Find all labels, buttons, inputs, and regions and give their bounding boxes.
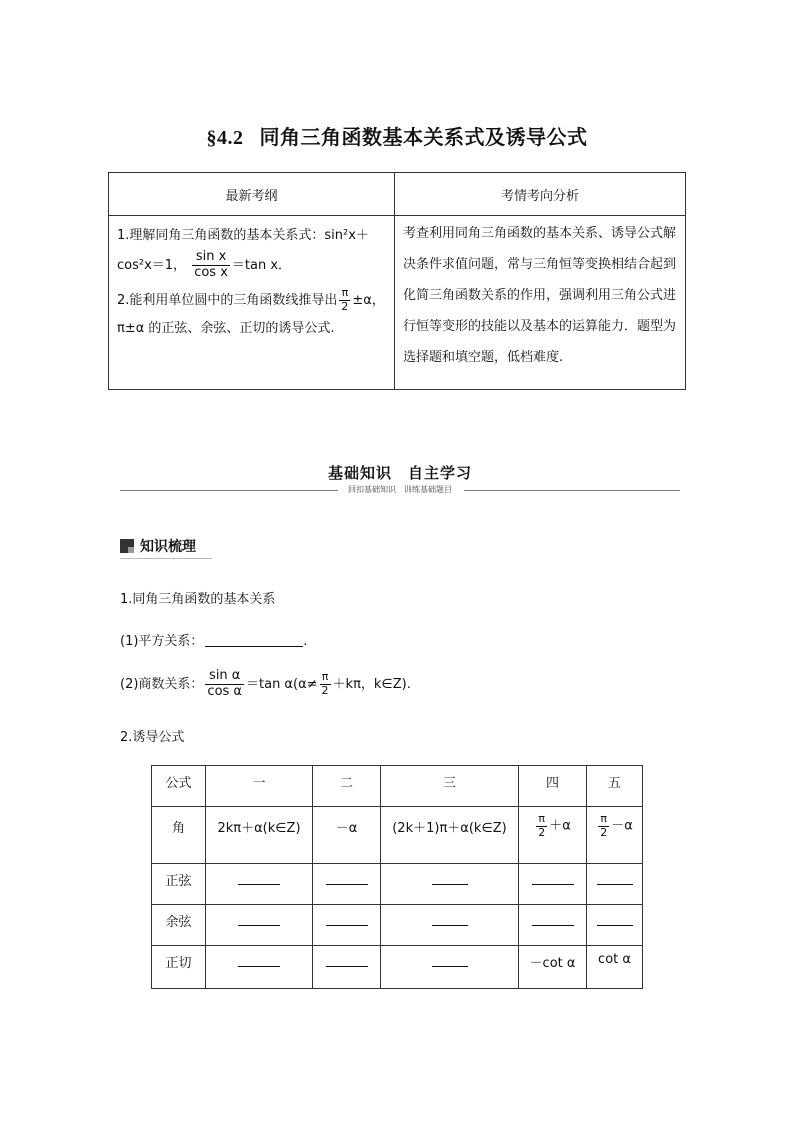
row-label: 角	[152, 807, 206, 864]
blank-cell[interactable]	[381, 864, 519, 905]
req-item-2-line2: π±α 的正弦、余弦、正切的诱导公式.	[117, 320, 335, 336]
header-cell: 一	[206, 766, 313, 807]
tan-cell-5: cot α	[587, 946, 643, 989]
angle-cell	[519, 807, 587, 864]
syllabus-analysis	[395, 216, 686, 390]
frac-num: π	[536, 813, 547, 827]
blank-cell[interactable]	[206, 864, 313, 905]
period: .	[303, 634, 308, 649]
blank-cell[interactable]	[587, 864, 643, 905]
sin-over-cos-fraction	[192, 250, 230, 281]
blank-cell[interactable]	[313, 864, 381, 905]
header-cell: 三	[381, 766, 519, 807]
pi-over-2-fraction	[339, 287, 350, 313]
blank-cell[interactable]	[206, 905, 313, 946]
blank-cell[interactable]	[519, 905, 587, 946]
frac-den: cos α	[207, 684, 242, 699]
syllabus-requirements	[109, 216, 395, 390]
banner-title: 基础知识 自主学习	[327, 464, 472, 482]
req-item-1-tail: ＝tan x．	[231, 257, 292, 273]
section-banner	[120, 462, 680, 494]
blank-cell[interactable]	[206, 946, 313, 989]
row-label: 正切	[152, 946, 206, 989]
sec1-heading: 1.同角三角函数的基本关系	[120, 592, 276, 607]
req-item-2-after: ±α，	[352, 292, 385, 308]
quotient-relation	[120, 668, 411, 702]
frac-num: π	[320, 671, 331, 685]
header-cell: 二	[313, 766, 381, 807]
req-item-1-line1: 1.理解同角三角函数的基本关系式：sin²x＋	[117, 228, 369, 243]
square-bullet-icon	[120, 539, 134, 553]
frac-den: 2	[600, 825, 608, 839]
knowledge-heading	[120, 536, 196, 556]
frac-num: π	[339, 287, 350, 301]
quotient-mid: ＝tan α(α≠	[246, 677, 318, 692]
blank-cell[interactable]	[587, 905, 643, 946]
fill-blank[interactable]	[205, 634, 303, 647]
square-relation	[120, 630, 308, 649]
frac-den: cos x	[194, 264, 228, 280]
quotient-relation-label: (2)商数关系：	[120, 677, 204, 692]
syllabus-header-2: 考情考向分析	[395, 173, 686, 216]
blank-cell[interactable]	[519, 864, 587, 905]
title-text: 同角三角函数基本关系式及诱导公式	[259, 125, 588, 149]
frac-den: 2	[341, 299, 349, 313]
req-item-2-lead: 2.能利用单位圆中的三角函数线推导出	[117, 292, 338, 308]
page-title	[0, 121, 794, 150]
frac-num: sin α	[205, 669, 244, 685]
banner-subtitle: 回扣基础知识 训练基础题目	[348, 485, 452, 494]
req-item-1-lead: cos²x＝1，	[117, 257, 187, 273]
angle-tail: ＋α	[549, 818, 571, 834]
tangent-row	[152, 946, 643, 989]
frac-den: 2	[321, 684, 329, 697]
frac-num: sin x	[192, 250, 230, 266]
blank-cell[interactable]	[313, 946, 381, 989]
header-cell: 四	[519, 766, 587, 807]
header-cell: 五	[587, 766, 643, 807]
analysis-text: 考查利用同角三角函数的基本关系、诱导公式解决条件求值问题，常与三角恒等变换相结合起到化简三角函数关系的作用，强调利用三角公式进行恒等变形的技能以及基本的运算能力．题型为选择题和填空题，低档难度.	[403, 226, 677, 365]
row-label: 正弦	[152, 864, 206, 905]
syllabus-header-1: 最新考纲	[109, 173, 395, 216]
angle-cell	[587, 807, 643, 864]
blank-cell[interactable]	[381, 946, 519, 989]
row-label: 余弦	[152, 905, 206, 946]
knowledge-heading-text: 知识梳理	[140, 539, 196, 555]
pi-over-2-fraction	[536, 813, 547, 839]
header-row	[152, 766, 643, 807]
angle-cell: －α	[313, 807, 381, 864]
sin-alpha-over-cos-alpha	[205, 669, 244, 700]
heading-underline	[120, 558, 212, 559]
angle-cell: (2k＋1)π＋α(k∈Z)	[381, 807, 519, 864]
quotient-tail: ＋kπ，k∈Z).	[332, 677, 411, 692]
frac-num: π	[598, 813, 609, 827]
sine-row	[152, 864, 643, 905]
frac-den: 2	[538, 825, 546, 839]
pi-over-2-fraction	[598, 813, 609, 839]
angle-row	[152, 807, 643, 864]
req-item-1-line2	[117, 250, 386, 281]
cosine-row	[152, 905, 643, 946]
square-relation-label: (1)平方关系：	[120, 634, 204, 649]
induction-formula-table	[151, 765, 643, 989]
section-number: §4.2	[206, 127, 244, 149]
header-cell: 公式	[152, 766, 206, 807]
syllabus-table	[108, 172, 686, 390]
blank-cell[interactable]	[381, 905, 519, 946]
tan-cell-4: －cot α	[519, 946, 587, 989]
angle-tail: －α	[611, 818, 633, 834]
pi-over-2-fraction	[320, 671, 331, 697]
blank-cell[interactable]	[313, 905, 381, 946]
angle-cell: 2kπ＋α(k∈Z)	[206, 807, 313, 864]
req-item-2-line1	[117, 287, 386, 315]
sec2-heading: 2.诱导公式	[120, 730, 185, 745]
